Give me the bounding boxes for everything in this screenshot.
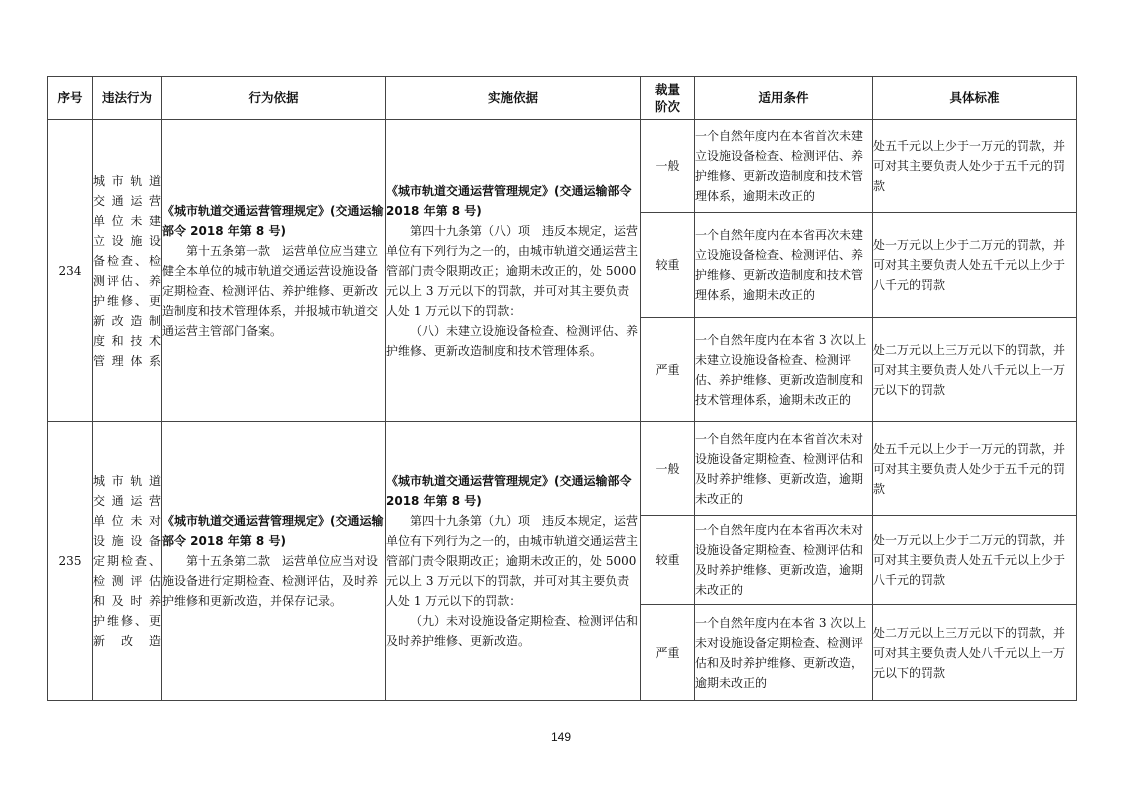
applicable-condition: 一个自然年度内在本省首次未建立设施设备检查、检测评估、养护维修、更新改造制度和技术管理体系，逾期未改正的 [695,120,873,213]
header-behavior: 违法行为 [93,77,162,120]
violation-behavior-line: 检测评估 [93,574,161,588]
specific-standard: 处一万元以上少于二万元的罚款，并可对其主要负责人处五千元以上少于八千元的罚款 [873,516,1077,605]
basis-clause-text: 第十五条第二款 运营单位应当对设施设备进行定期检查、检测评估，及时养护维修和更新改造，并保存记录。 [162,554,379,608]
impl-item-text: （九）未对设施设备定期检查、检测评估和及时养护维修、更新改造。 [386,614,639,648]
row-number: 235 [48,422,93,701]
header-level [641,77,695,120]
header-row [48,77,1077,120]
impl-clause-text: 第四十九条第（九）项 违反本规定，运营单位有下列行为之一的，由城市轨道交通运营主管部门责令限期改正；逾期未改正的，处 5000 元以上 3 万元以下的罚款，并可对其主要负责人处 1 万元以下的罚款： [386,514,639,608]
applicable-condition: 一个自然年度内在本省 3 次以上未对设施设备定期检查、检测评估和及时养护维修、更新改造，逾期未改正的 [695,605,873,701]
implementation-basis [386,120,641,422]
violation-behavior-line: 管理体系 [93,353,161,368]
violation-behavior-line: 立设施设 [93,233,161,248]
violation-behavior [93,422,162,701]
violation-behavior-line: 新改造制 [93,313,161,328]
behavior-basis [162,422,386,701]
header-impl: 实施依据 [386,77,641,120]
basis-clause-text: 第十五条第一款 运营单位应当建立健全本单位的城市轨道交通运营设施设备定期检查、检测评估、养护维修、更新改造制度和技术管理体系，并报城市轨道交通运营主管部门备案。 [162,243,379,338]
penalty-discretion-table [47,76,1077,701]
violation-behavior-line: 备检查、检 [93,253,161,268]
violation-behavior-line: 城市轨道 [93,173,161,188]
applicable-condition: 一个自然年度内在本省再次未对设施设备定期检查、检测评估和及时养护维修、更新改造，逾期未改正的 [695,516,873,605]
violation-behavior [93,120,162,422]
violation-behavior-line: 新改造 [93,634,161,648]
violation-behavior-line: 护维修、更 [93,614,161,628]
violation-behavior-line: 护维修、更 [93,293,161,308]
table-row [48,422,1077,516]
page-number: 149 [550,730,572,744]
discretion-level: 严重 [641,605,695,701]
specific-standard: 处五千元以上少于一万元的罚款，并可对其主要负责人处少于五千元的罚款 [873,422,1077,516]
header-std: 具体标准 [873,77,1077,120]
header-level-line1: 裁量 [654,82,680,97]
discretion-level: 较重 [641,516,695,605]
header-cond: 适用条件 [695,77,873,120]
behavior-basis [162,120,386,422]
specific-standard: 处五千元以上少于一万元的罚款，并可对其主要负责人处少于五千元的罚款 [873,120,1077,213]
impl-regulation-title: 《城市轨道交通运营管理规定》(交通运输部令 2018 年第 8 号) [386,183,632,218]
violation-behavior-line: 设施设备 [93,534,161,548]
applicable-condition: 一个自然年度内在本省 3 次以上未建立设施设备检查、检测评估、养护维修、更新改造制度和技术管理体系，逾期未改正的 [695,318,873,422]
impl-clause-text: 第四十九条第（八）项 违反本规定，运营单位有下列行为之一的，由城市轨道交通运营主管部门责令限期改正；逾期未改正的，处 5000 元以上 3 万元以下的罚款，并可对其主要负责人处 1 万元以下的罚款： [386,223,639,318]
basis-regulation-title: 《城市轨道交通运营管理规定》(交通运输部令 2018 年第 8 号) [162,203,384,238]
violation-behavior-line: 交通运营 [93,193,161,208]
implementation-basis [386,422,641,701]
header-seq: 序号 [48,77,93,120]
violation-behavior-line: 定期检查、 [93,554,161,568]
specific-standard: 处一万元以上少于二万元的罚款，并可对其主要负责人处五千元以上少于八千元的罚款 [873,213,1077,318]
impl-regulation-title: 《城市轨道交通运营管理规定》(交通运输部令 2018 年第 8 号) [386,474,632,508]
basis-regulation-title: 《城市轨道交通运营管理规定》(交通运输部令 2018 年第 8 号) [162,514,384,548]
violation-behavior-line: 和及时养 [93,594,161,608]
header-basis: 行为依据 [162,77,386,120]
discretion-level: 严重 [641,318,695,422]
violation-behavior-line: 城市轨道 [93,474,161,488]
discretion-level: 一般 [641,422,695,516]
violation-behavior-line: 测评估、养 [93,273,161,288]
header-level-line2: 阶次 [654,99,680,114]
specific-standard: 处二万元以上三万元以下的罚款，并可对其主要负责人处八千元以上一万元以下的罚款 [873,318,1077,422]
applicable-condition: 一个自然年度内在本省再次未建立设施设备检查、检测评估、养护维修、更新改造制度和技术管理体系，逾期未改正的 [695,213,873,318]
discretion-level: 一般 [641,120,695,213]
violation-behavior-line: 单位未建 [93,213,161,228]
impl-item-text: （八）未建立设施设备检查、检测评估、养护维修、更新改造制度和技术管理体系。 [386,323,639,358]
row-number: 234 [48,120,93,422]
specific-standard: 处二万元以上三万元以下的罚款，并可对其主要负责人处八千元以上一万元以下的罚款 [873,605,1077,701]
discretion-level: 较重 [641,213,695,318]
violation-behavior-line: 度和技术 [93,333,161,348]
applicable-condition: 一个自然年度内在本省首次未对设施设备定期检查、检测评估和及时养护维修、更新改造，逾期未改正的 [695,422,873,516]
violation-behavior-line: 单位未对 [93,514,161,528]
table-row [48,120,1077,213]
violation-behavior-line: 交通运营 [93,494,161,508]
